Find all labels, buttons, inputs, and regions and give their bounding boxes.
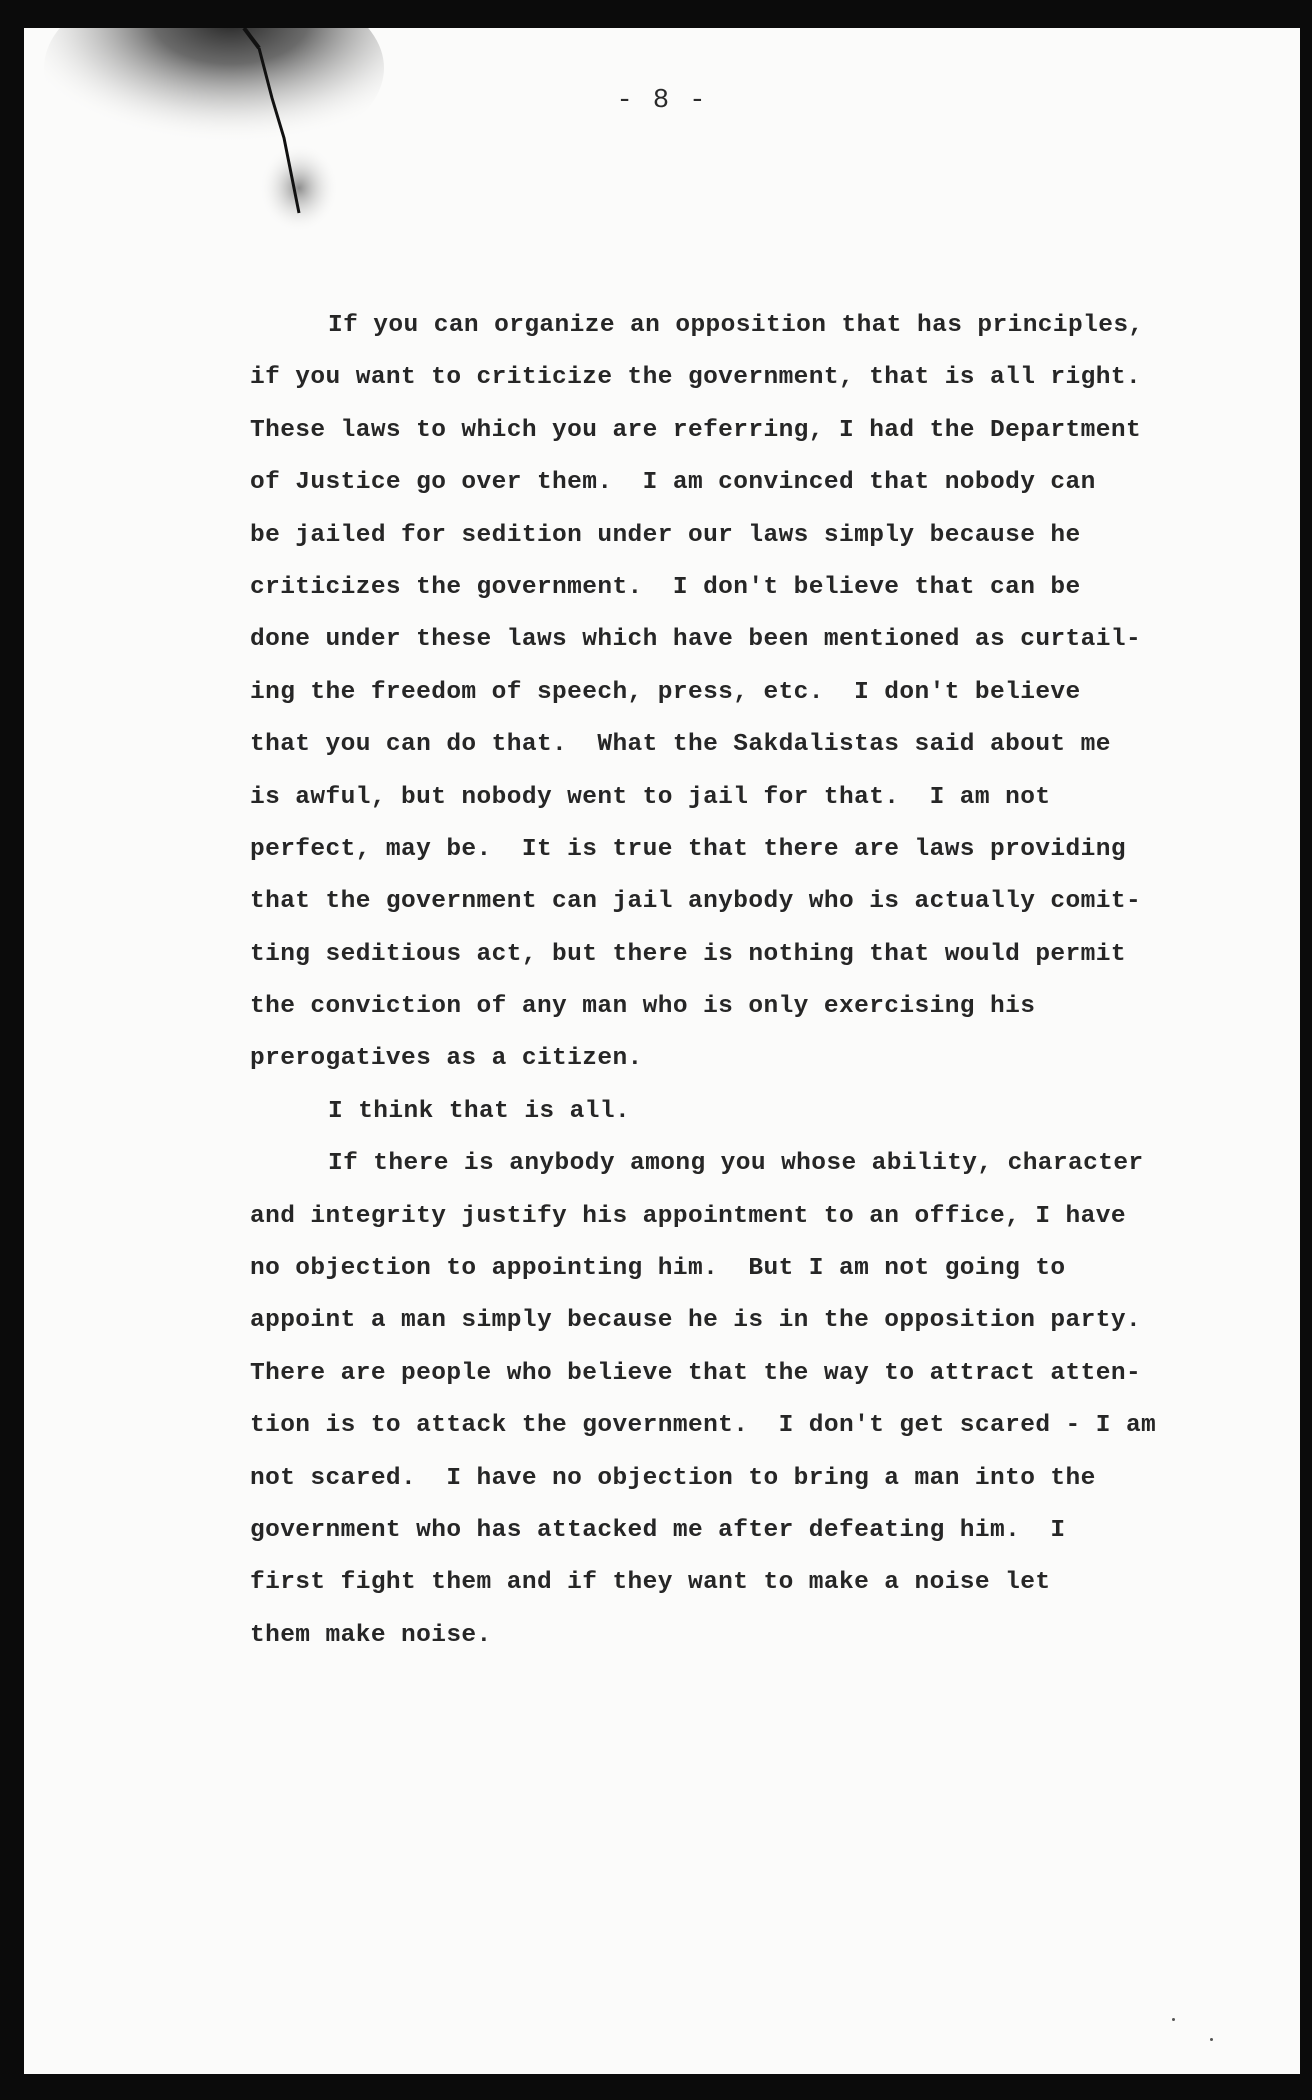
burn-stain-mark bbox=[44, 28, 384, 248]
text-line: criticizes the government. I don't believe that can be bbox=[250, 573, 1081, 601]
text-line: appoint a man simply because he is in the opposition party. bbox=[250, 1307, 1142, 1335]
text-line: not scared. I have no objection to bring a man into the bbox=[250, 1464, 1096, 1492]
text-line: them make noise. bbox=[250, 1621, 492, 1649]
text-line: If you can organize an opposition that has principles, bbox=[328, 312, 1144, 339]
text-line: of Justice go over them. I am convinced that nobody can bbox=[250, 469, 1096, 497]
text-line: perfect, may be. It is true that there are laws providing bbox=[250, 835, 1126, 863]
text-line: that you can do that. What the Sakdalistas said about me bbox=[250, 731, 1111, 759]
text-line: done under these laws which have been mentioned as curtail- bbox=[250, 626, 1142, 654]
text-line: no objection to appointing him. But I am not going to bbox=[250, 1255, 1066, 1283]
document-body bbox=[250, 300, 1230, 1662]
text-line: ing the freedom of speech, press, etc. I don't believe bbox=[250, 678, 1081, 706]
document-page bbox=[24, 28, 1300, 2074]
text-line: government who has attacked me after defeating him. I bbox=[250, 1516, 1066, 1544]
text-line: that the government can jail anybody who is actually comit- bbox=[250, 888, 1142, 916]
paper-speck bbox=[1172, 2018, 1175, 2021]
text-line: first fight them and if they want to make a noise let bbox=[250, 1569, 1051, 1597]
text-line: tion is to attack the government. I don't get scared - I am bbox=[250, 1412, 1157, 1440]
text-line: if you want to criticize the government, that is all right. bbox=[250, 364, 1142, 392]
text-line: and integrity justify his appointment to an office, I have bbox=[250, 1202, 1126, 1230]
text-line: There are people who believe that the way to attract atten- bbox=[250, 1359, 1142, 1387]
text-line: the conviction of any man who is only exercising his bbox=[250, 993, 1036, 1021]
text-line: is awful, but nobody went to jail for that. I am not bbox=[250, 783, 1051, 811]
paper-speck bbox=[1210, 2038, 1213, 2041]
text-line: These laws to which you are referring, I had the Department bbox=[250, 416, 1142, 444]
text-line: ting seditious act, but there is nothing that would permit bbox=[250, 940, 1126, 968]
text-line: If there is anybody among you whose ability, character bbox=[328, 1150, 1144, 1178]
text-line: prerogatives as a citizen. bbox=[250, 1045, 643, 1073]
text-line: be jailed for sedition under our laws simply because he bbox=[250, 521, 1081, 549]
page-number: - 8 - bbox=[616, 86, 708, 116]
text-line: I think that is all. bbox=[328, 1097, 631, 1125]
